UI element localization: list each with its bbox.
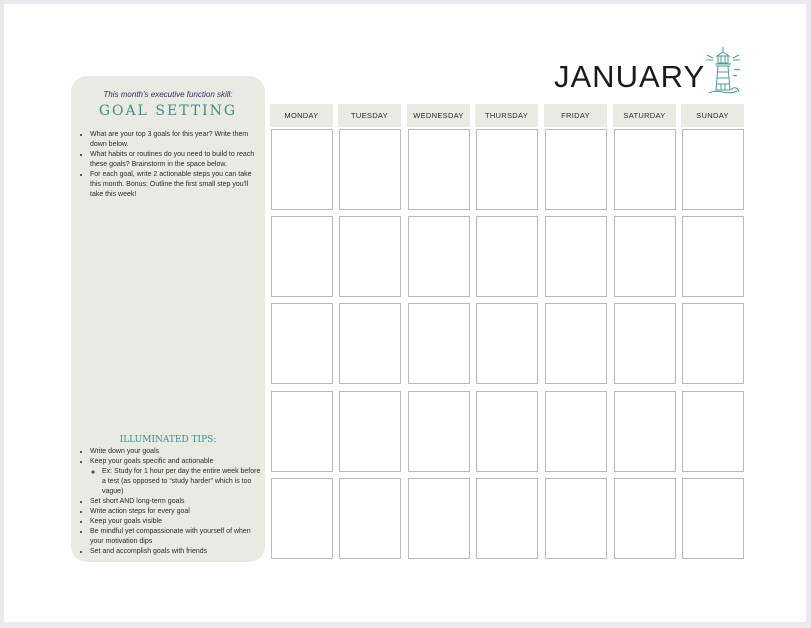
day-cell[interactable] (408, 391, 470, 472)
day-cell[interactable] (476, 216, 538, 297)
day-cell[interactable] (408, 303, 470, 384)
day-cell[interactable] (682, 216, 744, 297)
day-header-sunday: SUNDAY (681, 104, 744, 127)
tip-item: • Write down your goals (90, 447, 263, 457)
day-cell[interactable] (476, 391, 538, 472)
tip-item: • Set short AND long-term goals (90, 497, 263, 507)
tip-item (90, 457, 263, 497)
day-cell[interactable] (614, 303, 676, 384)
tips-title: ILLUMINATED TIPS: (119, 435, 217, 445)
day-cell[interactable] (682, 478, 744, 559)
day-cell[interactable] (339, 129, 401, 210)
day-cell[interactable] (476, 303, 538, 384)
day-cell[interactable] (545, 478, 607, 559)
tip-subitem: ◦ Ex: Study for 1 hour per day the entire week before a test (as opposed to “study harder” which is too vague) (102, 467, 263, 497)
tip-sublist (90, 467, 263, 497)
day-cell[interactable] (339, 391, 401, 472)
day-cell[interactable] (271, 478, 333, 559)
day-cell[interactable] (545, 216, 607, 297)
tips-list (77, 447, 263, 557)
prompt-item: • What habits or routines do you need to build to reach these goals? Brainstorm in the space below. (90, 150, 261, 170)
day-cell[interactable] (339, 478, 401, 559)
day-cell[interactable] (682, 129, 744, 210)
day-cell[interactable] (545, 303, 607, 384)
day-header-thursday: THURSDAY (475, 104, 538, 127)
day-cell[interactable] (614, 391, 676, 472)
skill-caption: This month's executive function skill: (103, 90, 233, 99)
prompt-list (77, 130, 261, 200)
day-header-wednesday: WEDNESDAY (407, 104, 470, 127)
tip-item: • Set and accomplish goals with friends (90, 547, 263, 557)
tip-item: • Be mindful yet compassionate with yourself of when your motivation dips (90, 527, 263, 547)
tip-item: • Keep your goals visible (90, 517, 263, 527)
month-title: JANUARY (554, 59, 706, 94)
day-header-monday: MONDAY (270, 104, 333, 127)
day-cell[interactable] (545, 129, 607, 210)
day-cell[interactable] (408, 216, 470, 297)
calendar-page (4, 4, 806, 622)
skill-title: GOAL SETTING (98, 103, 238, 119)
tip-text: Keep your goals specific and actionable (90, 458, 214, 465)
tip-item: • Write action steps for every goal (90, 507, 263, 517)
day-cell[interactable] (614, 478, 676, 559)
day-cell[interactable] (271, 216, 333, 297)
day-cell[interactable] (271, 303, 333, 384)
day-cell[interactable] (614, 216, 676, 297)
prompt-item: • For each goal, write 2 actionable steps you can take this month. Bonus: Outline the first small step you'll take this week! (90, 170, 261, 200)
skill-panel (71, 76, 265, 562)
day-cell[interactable] (682, 303, 744, 384)
prompt-item: • What are your top 3 goals for this year? Write them down below. (90, 130, 261, 150)
day-cell[interactable] (408, 129, 470, 210)
day-cell[interactable] (476, 129, 538, 210)
day-header-tuesday: TUESDAY (338, 104, 401, 127)
day-header-friday: FRIDAY (544, 104, 607, 127)
day-cell[interactable] (271, 129, 333, 210)
day-cell[interactable] (339, 216, 401, 297)
day-header-saturday: SATURDAY (613, 104, 676, 127)
day-cell[interactable] (271, 391, 333, 472)
day-cell[interactable] (476, 478, 538, 559)
day-cell[interactable] (339, 303, 401, 384)
day-cell[interactable] (682, 391, 744, 472)
lighthouse-icon (703, 44, 743, 98)
day-cell[interactable] (408, 478, 470, 559)
day-cell[interactable] (614, 129, 676, 210)
day-cell[interactable] (545, 391, 607, 472)
